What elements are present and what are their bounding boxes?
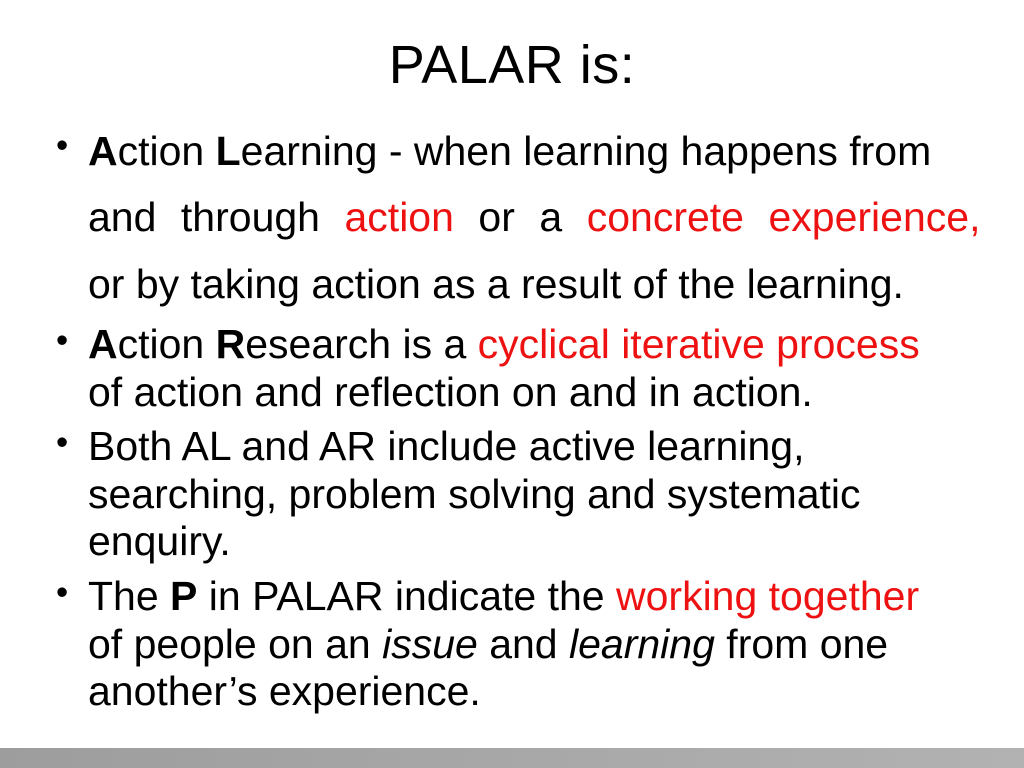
text-segment: ,	[969, 194, 981, 241]
text-segment: and	[477, 620, 570, 667]
text-segment: searching, problem solving and systematic	[88, 470, 861, 517]
text-segment: learning	[569, 620, 715, 667]
text-segment: enquiry.	[88, 518, 231, 565]
text-segment: concrete experience	[586, 194, 970, 241]
text-segment: A	[88, 128, 118, 174]
bullet-list	[0, 118, 1024, 716]
bullet-text	[88, 321, 920, 415]
text-segment: A	[88, 321, 118, 368]
text-segment: from one	[714, 620, 889, 667]
bullet-al-ar	[52, 423, 996, 566]
bullet-text	[88, 128, 980, 307]
text-segment: ction	[117, 128, 216, 174]
text-segment: of people on an	[88, 620, 383, 667]
text-segment: cyclical iterative process	[477, 321, 920, 368]
bullet-p-in-palar	[52, 573, 996, 716]
text-segment: The	[88, 572, 171, 619]
text-segment: another’s experience.	[88, 668, 481, 715]
text-segment: esearch is a	[245, 321, 478, 368]
bullet-text	[88, 423, 861, 564]
text-segment: in PALAR indicate the	[197, 572, 616, 619]
bullet-marker: •	[56, 126, 69, 165]
bullet-action-learning	[52, 118, 996, 317]
bottom-edge-bar	[0, 748, 1024, 768]
bullet-marker: •	[56, 423, 69, 463]
text-segment: working together	[616, 572, 920, 619]
text-segment: action	[344, 194, 454, 241]
text-segment: and through	[88, 194, 345, 241]
bullet-action-research	[52, 321, 996, 416]
text-segment: or a	[453, 194, 587, 241]
text-segment: ction	[117, 321, 216, 368]
slide-title: PALAR is:	[388, 35, 636, 95]
text-segment: R	[215, 321, 246, 368]
text-segment: earning - when learning happens from	[240, 128, 932, 174]
text-segment: of action and reflection on and in action.	[88, 368, 813, 415]
text-segment: or by taking action as a result of the learning.	[88, 260, 904, 307]
text-segment: P	[170, 572, 198, 619]
text-segment: issue	[382, 620, 478, 667]
text-segment: Both AL and AR include active learning,	[88, 423, 805, 470]
bullet-marker: •	[56, 321, 69, 361]
text-segment: L	[215, 128, 241, 174]
bullet-marker: •	[56, 572, 69, 612]
bullet-text	[88, 573, 919, 714]
